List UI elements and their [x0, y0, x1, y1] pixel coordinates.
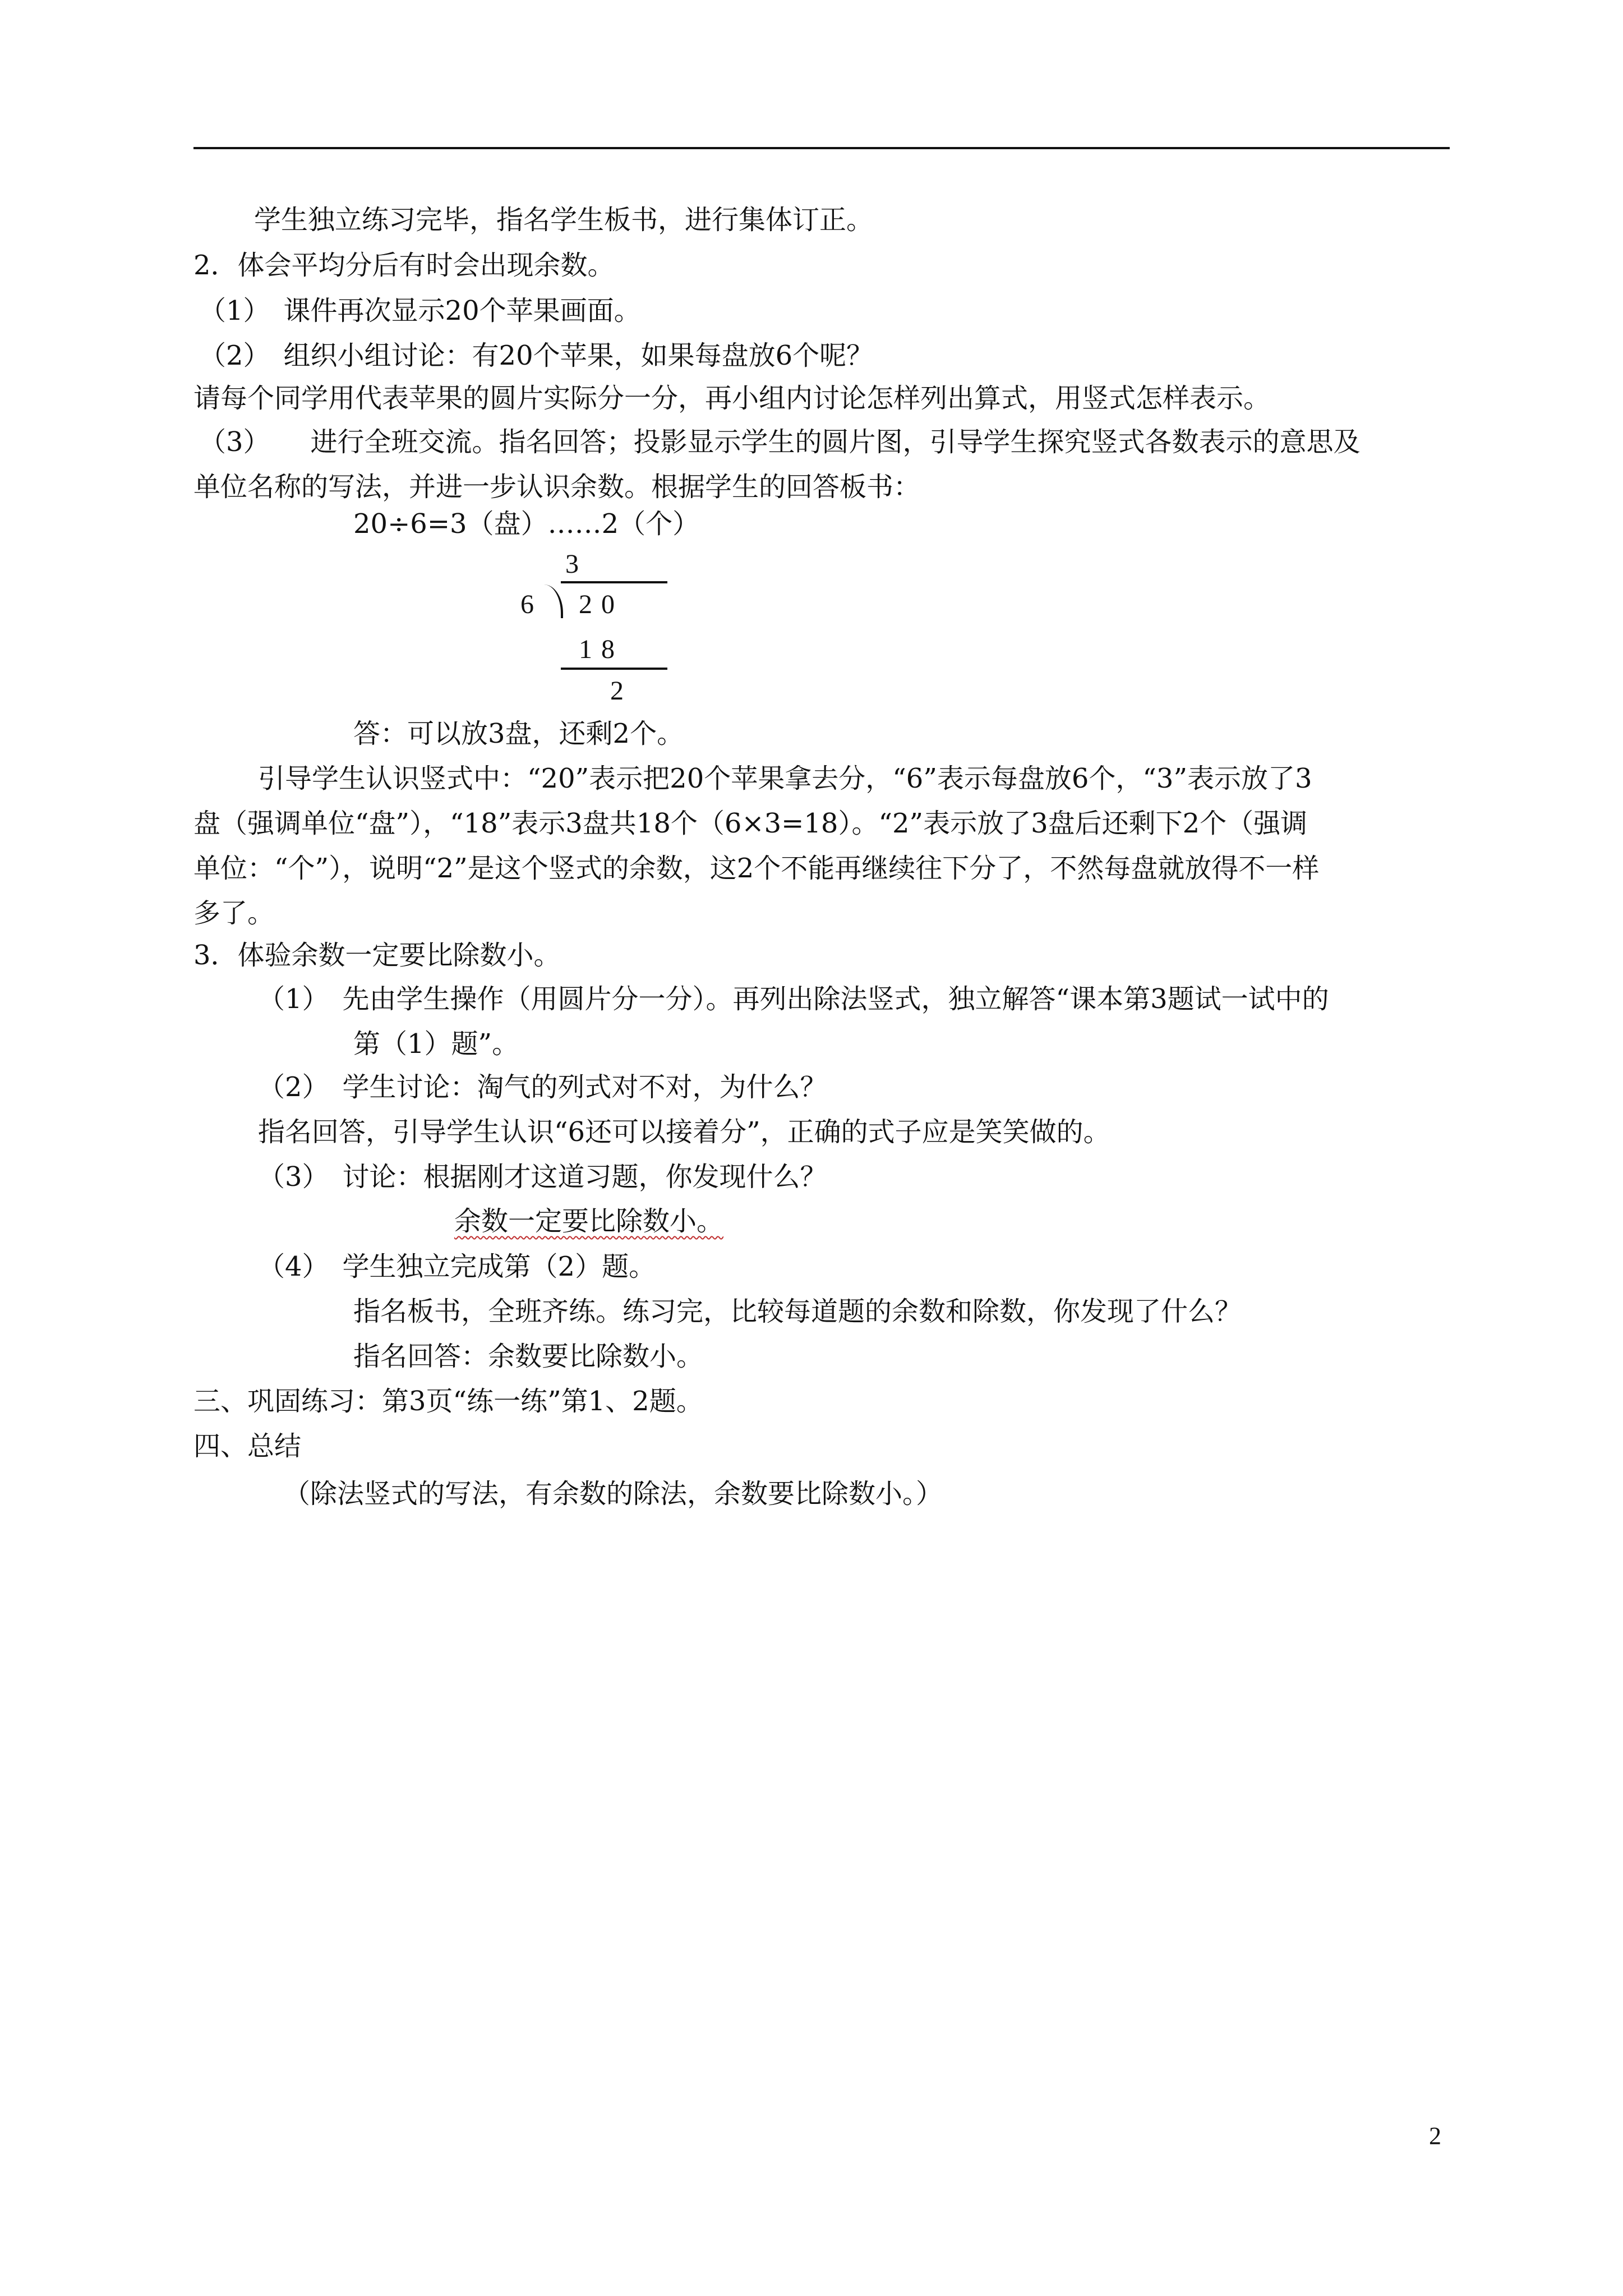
text-line: （4） 学生独立完成第（2）题。 [258, 1251, 656, 1282]
long-division-dividend: 20 [579, 590, 624, 619]
long-division-bottom-rule [561, 668, 667, 670]
text-line: 单位名称的写法，并进一步认识余数。根据学生的回答板书： [193, 471, 921, 503]
text-line: 请每个同学用代表苹果的圆片实际分一分，再小组内讨论怎样列出算式，用竖式怎样表示。 [193, 383, 1271, 414]
text-line: （除法竖式的写法，有余数的除法，余数要比除数小。） [283, 1478, 943, 1510]
long-division-divisor: 6 [520, 590, 543, 619]
text-line: 指名回答：余数要比除数小。 [353, 1341, 704, 1372]
text-line: （1） 先由学生操作（用圆片分一分）。再列出除法竖式，独立解答“课本第3题试一试中的 [258, 983, 1329, 1015]
text-line: （2） 学生讨论：淘气的列式对不对，为什么？ [258, 1071, 827, 1103]
long-division-quotient: 3 [565, 549, 588, 579]
text-line: （2） 组织小组讨论：有20个苹果，如果每盘放6个呢？ [199, 340, 874, 371]
page-number: 2 [1429, 2122, 1441, 2150]
text-line: （3） 进行全班交流。指名回答；投影显示学生的圆片图，引导学生探究竖式各数表示的意思及 [199, 426, 1361, 458]
header-rule [193, 147, 1450, 149]
text-line: 盘（强调单位“盘”），“18”表示3盘共18个（6×3=18）。“2”表示放了3盘后还剩下2个（强调 [193, 808, 1308, 839]
highlighted-conclusion: 余数一定要比除数小。 [454, 1205, 724, 1237]
text-line: 三、巩固练习：第3页“练一练”第1、2题。 [193, 1386, 703, 1417]
text-line: （1） 课件再次显示20个苹果画面。 [199, 295, 641, 326]
text-line: 四、总结 [193, 1430, 302, 1462]
text-line: 单位：“个”），说明“2”是这个竖式的余数，这2个不能再继续往下分了，不然每盘就放得不一样 [193, 853, 1320, 884]
long-division-bracket [544, 585, 563, 618]
long-division-remainder: 2 [610, 676, 633, 706]
text-line: 指名板书，全班齐练。练习完，比较每道题的余数和除数，你发现了什么？ [353, 1296, 1242, 1327]
long-division-top-rule [561, 581, 667, 583]
division-equation: 20÷6=3（盘）……2（个） [353, 508, 700, 540]
text-line: 2．体会平均分后有时会出现余数。 [193, 250, 615, 281]
text-line: 指名回答，引导学生认识“6还可以接着分”，正确的式子应是笑笑做的。 [258, 1116, 1110, 1148]
text-line: （3） 讨论：根据刚才这道习题，你发现什么？ [258, 1161, 827, 1193]
text-line: 答：可以放3盘，还剩2个。 [353, 718, 684, 749]
text-line: 引导学生认识竖式中：“20”表示把20个苹果拿去分，“6”表示每盘放6个，“3”表示放了3 [258, 763, 1312, 794]
text-line: 第（1）题”。 [353, 1028, 519, 1060]
text-line: 多了。 [193, 898, 275, 929]
text-line: 学生独立练习完毕，指名学生板书，进行集体订正。 [254, 204, 874, 236]
text-line: 3．体验余数一定要比除数小。 [193, 940, 561, 971]
long-division-product: 18 [579, 634, 624, 664]
